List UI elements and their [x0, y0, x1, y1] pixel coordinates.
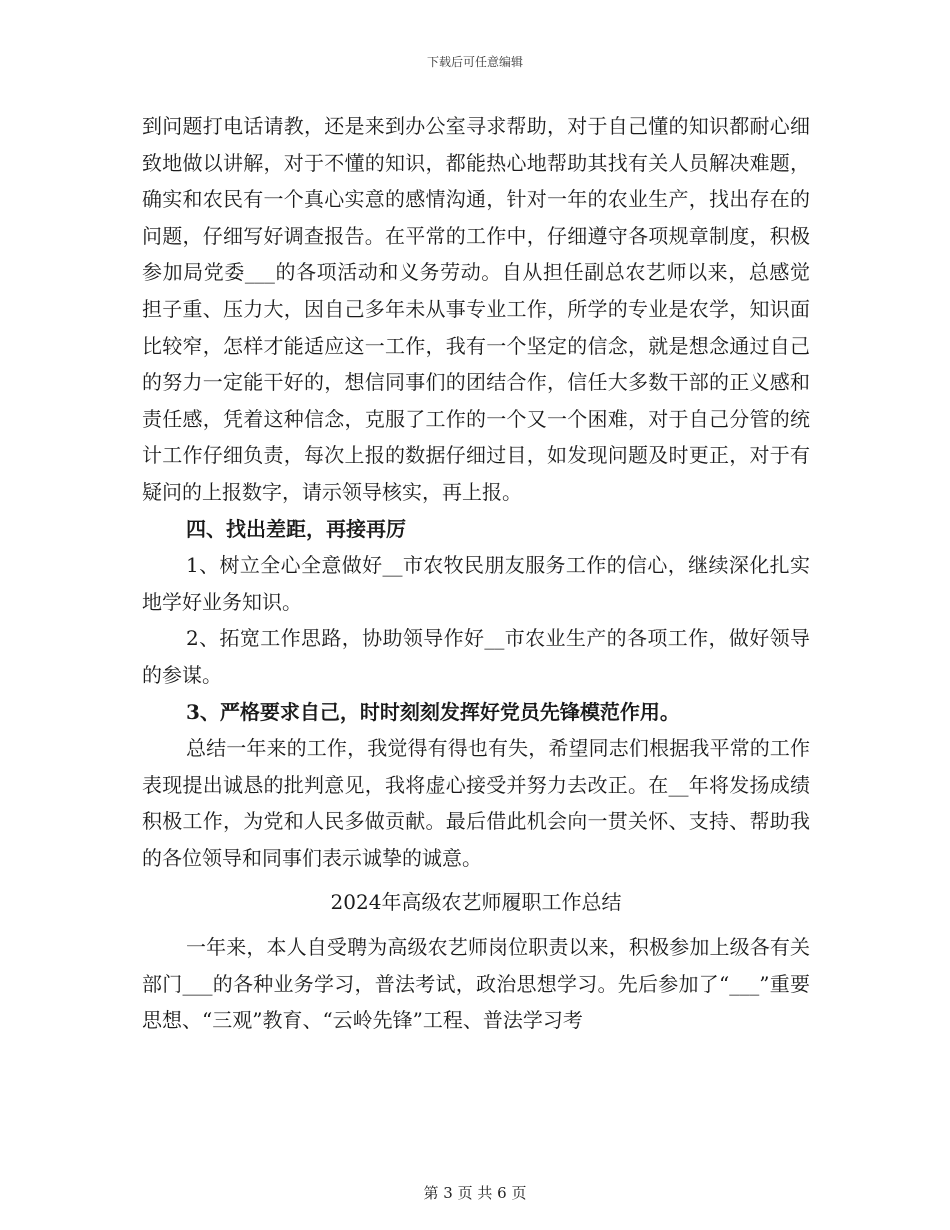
list-item: 2、拓宽工作思路，协助领导作好__市农业生产的各项工作，做好领导的参谋。: [142, 626, 810, 687]
document-title: 2024年高级农艺师履职工作总结: [330, 890, 622, 915]
paragraph-continuation: 到问题打电话请教，还是来到办公室寻求帮助，对于自己懂的知识都耐心细致地做以讲解，对于不懂的知识，都能热心地帮助其找有关人员解决难题，确实和农民有一个真心实意的感情沟通，针对一年的农业生产，找出存在的问题，仔细写好调查报告。在平常的工作中，仔细遵守各项规章制度，积极参加局党委___的各项活动和义务劳动。自从担任副总农艺师以来，总感觉担子重、压力大，因自己多年未从事专业工作，所学的专业是农学，知识面比较窄，怎样才能适应这一工作，我有一个坚定的信念，就是想念通过自己的努力一定能干好的，想信同事们的团结合作，信任大多数干部的正义感和责任感，凭着这种信念，克服了工作的一个又一个困难，对于自己分管的统计工作仔细负责，每次上报的数据仔细过目，如发现问题及时更正，对于有疑问的上报数字，请示领导核实，再上报。: [142, 114, 810, 504]
list-item: 1、树立全心全意做好__市农牧民朋友服务工作的信心，继续深化扎实地学好业务知识。: [142, 553, 810, 614]
document-body: [142, 108, 810, 1039]
list-item-bold: 3、严格要求自己，时时刻刻发挥好党员先锋模范作用。: [186, 699, 680, 724]
intro-paragraph: 一年来，本人自受聘为高级农艺师岗位职责以来，积极参加上级各有关部门___的各种业务学习，普法考试，政治思想学习。先后参加了“___”重要思想、“三观”教育、“云岭先锋”工程、普法学习考: [142, 935, 810, 1033]
section-heading: 四、找出差距，再接再厉: [186, 516, 406, 541]
page-number: 第 3 页 共 6 页: [423, 1184, 527, 1202]
page-header: 下载后可任意编辑: [426, 55, 523, 69]
summary-paragraph: 总结一年来的工作，我觉得有得也有失，希望同志们根据我平常的工作表现提出诚恳的批判意见，我将虚心接受并努力去改正。在__年将发扬成绩积极工作，为党和人民多做贡献。最后借此机会向一贯关怀、支持、帮助我的各位领导和同事们表示诚挚的诚意。: [142, 736, 810, 870]
